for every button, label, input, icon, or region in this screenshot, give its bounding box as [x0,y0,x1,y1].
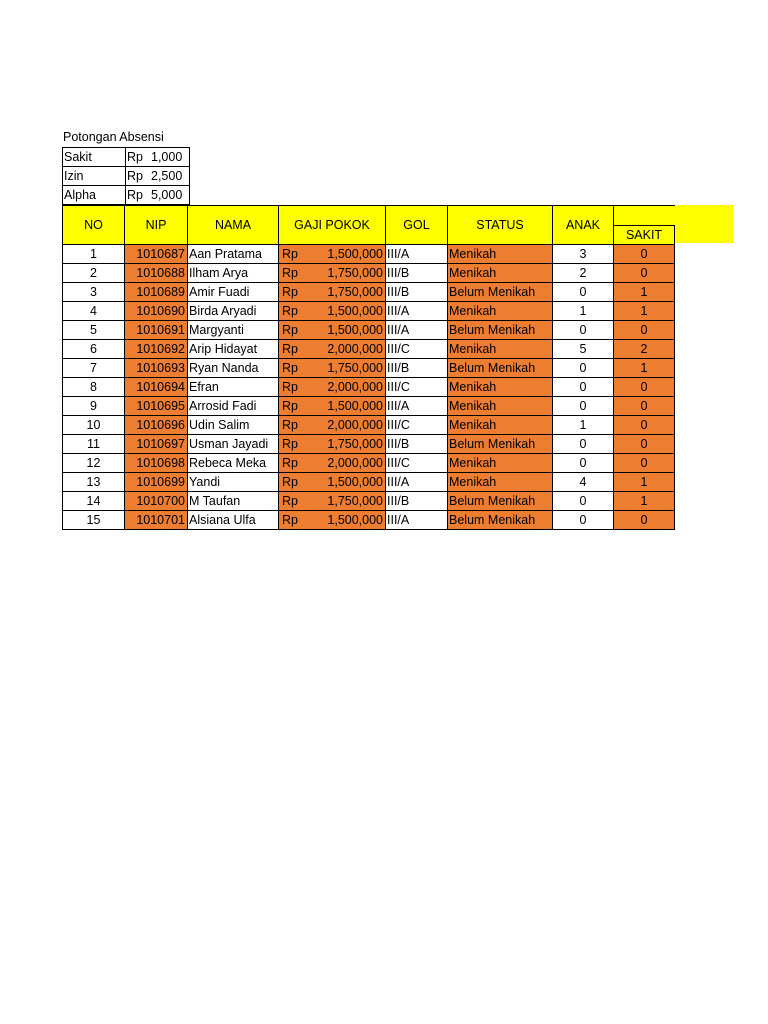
rate-value[interactable] [126,167,190,186]
cell-currency: Rp [282,285,298,299]
cell-nama[interactable]: Usman Jayadi [188,435,279,454]
cell-sakit[interactable]: 1 [614,492,675,511]
header-gol[interactable]: GOL [386,206,448,245]
cell-sakit[interactable]: 1 [614,302,675,321]
cell-gaji-pokok[interactable] [279,511,386,530]
cell-sakit[interactable]: 1 [614,473,675,492]
cell-nip[interactable]: 1010688 [125,264,188,283]
cell-amount: 1,750,000 [327,266,383,280]
cell-amount: 1,750,000 [327,494,383,508]
rate-amount: 5,000 [151,188,183,202]
cell-gaji-pokok[interactable] [279,397,386,416]
cell-status[interactable]: Menikah [448,340,553,359]
cell-anak[interactable]: 1 [553,416,614,435]
table-row [63,435,675,454]
cell-anak[interactable]: 4 [553,473,614,492]
cell-status[interactable]: Menikah [448,397,553,416]
cell-nip[interactable]: 1010701 [125,511,188,530]
cell-amount: 2,000,000 [327,342,383,356]
cell-status[interactable]: Menikah [448,454,553,473]
header-row [63,206,675,226]
cell-status[interactable]: Menikah [448,416,553,435]
header-no[interactable]: NO [63,206,125,245]
rate-amount: 1,000 [151,150,183,164]
cell-nip[interactable]: 1010696 [125,416,188,435]
cell-sakit[interactable]: 0 [614,511,675,530]
cell-sakit[interactable]: 0 [614,378,675,397]
cell-currency: Rp [282,399,298,413]
cell-amount: 1,500,000 [327,513,383,527]
cell-amount: 2,000,000 [327,456,383,470]
page-title: Potongan Absensi [63,130,164,144]
cell-nama[interactable]: Yandi [188,473,279,492]
cell-no[interactable]: 1 [63,245,125,264]
cell-amount: 1,500,000 [327,475,383,489]
cell-amount: 2,000,000 [327,418,383,432]
cell-amount: 1,500,000 [327,323,383,337]
cell-amount: 1,750,000 [327,285,383,299]
cell-anak[interactable]: 3 [553,245,614,264]
cell-currency: Rp [282,418,298,432]
header-gaji-pokok[interactable]: GAJI POKOK [279,206,386,245]
cell-status[interactable]: Menikah [448,302,553,321]
rate-currency: Rp [127,169,143,183]
cell-nama[interactable]: Arrosid Fadi [188,397,279,416]
cell-anak[interactable]: 0 [553,321,614,340]
table-row [63,454,675,473]
cell-anak[interactable]: 1 [553,302,614,321]
cell-nip[interactable]: 1010692 [125,340,188,359]
cell-anak[interactable]: 0 [553,454,614,473]
cell-gaji-pokok[interactable] [279,416,386,435]
cell-status[interactable]: Menikah [448,245,553,264]
absence-rates-table [62,147,190,205]
cell-currency: Rp [282,266,298,280]
cell-anak[interactable]: 0 [553,378,614,397]
cell-no[interactable]: 8 [63,378,125,397]
cell-gol[interactable]: III/C [386,454,448,473]
header-anak[interactable]: ANAK [553,206,614,245]
cell-amount: 1,500,000 [327,304,383,318]
cell-gol[interactable]: III/A [386,473,448,492]
cell-gaji-pokok[interactable] [279,492,386,511]
cell-gaji-pokok[interactable] [279,321,386,340]
cell-currency: Rp [282,323,298,337]
cell-nama[interactable]: Rebeca Meka [188,454,279,473]
cell-nip[interactable]: 1010693 [125,359,188,378]
cell-gaji-pokok[interactable] [279,264,386,283]
table-row [63,378,675,397]
cell-status[interactable]: Belum Menikah [448,435,553,454]
table-row [63,359,675,378]
header-nip[interactable]: NIP [125,206,188,245]
cell-gaji-pokok[interactable] [279,435,386,454]
rate-row [63,148,190,167]
cell-no[interactable]: 15 [63,511,125,530]
cell-nama[interactable]: Arip Hidayat [188,340,279,359]
cell-currency: Rp [282,494,298,508]
header-sakit-group [614,206,675,226]
cell-gaji-pokok[interactable] [279,378,386,397]
cell-gol[interactable]: III/B [386,492,448,511]
cell-anak[interactable]: 0 [553,359,614,378]
cell-currency: Rp [282,304,298,318]
cell-amount: 1,500,000 [327,247,383,261]
cell-amount: 2,000,000 [327,380,383,394]
rate-currency: Rp [127,188,143,202]
cell-nama[interactable]: Amir Fuadi [188,283,279,302]
cell-gaji-pokok[interactable] [279,245,386,264]
cell-nama[interactable]: Alsiana Ulfa [188,511,279,530]
cell-no[interactable]: 3 [63,283,125,302]
cell-gol[interactable]: III/C [386,340,448,359]
cell-no[interactable]: 13 [63,473,125,492]
table-row [63,492,675,511]
rate-row [63,167,190,186]
cell-nip[interactable]: 1010694 [125,378,188,397]
cell-currency: Rp [282,475,298,489]
cell-currency: Rp [282,513,298,527]
cell-no[interactable]: 9 [63,397,125,416]
cell-no[interactable]: 5 [63,321,125,340]
cell-nama[interactable]: Ilham Arya [188,264,279,283]
cell-sakit[interactable]: 0 [614,435,675,454]
rate-amount: 2,500 [151,169,183,183]
cell-no[interactable]: 2 [63,264,125,283]
cell-status[interactable]: Belum Menikah [448,283,553,302]
table-row [63,397,675,416]
cell-sakit[interactable]: 0 [614,416,675,435]
cell-nip[interactable]: 1010698 [125,454,188,473]
rate-label[interactable]: Izin [63,167,126,186]
rate-value[interactable] [126,148,190,167]
cell-nama[interactable]: Birda Aryadi [188,302,279,321]
cell-amount: 1,750,000 [327,437,383,451]
header-status[interactable]: STATUS [448,206,553,245]
cell-amount: 1,500,000 [327,399,383,413]
employee-table [62,205,675,530]
cell-currency: Rp [282,456,298,470]
cell-anak[interactable]: 0 [553,397,614,416]
cell-currency: Rp [282,380,298,394]
cell-gol[interactable]: III/A [386,245,448,264]
cell-status[interactable]: Menikah [448,264,553,283]
cell-status[interactable]: Belum Menikah [448,321,553,340]
cell-sakit[interactable]: 0 [614,321,675,340]
cell-no[interactable]: 10 [63,416,125,435]
cell-anak[interactable]: 2 [553,264,614,283]
table-row [63,473,675,492]
cell-anak[interactable]: 0 [553,435,614,454]
table-row [63,264,675,283]
cell-no[interactable]: 14 [63,492,125,511]
cell-gaji-pokok[interactable] [279,473,386,492]
cell-gaji-pokok[interactable] [279,454,386,473]
cell-amount: 1,750,000 [327,361,383,375]
cell-gol[interactable]: III/C [386,416,448,435]
cell-gol[interactable]: III/B [386,264,448,283]
cell-status[interactable]: Menikah [448,378,553,397]
cell-nip[interactable]: 1010699 [125,473,188,492]
cell-nip[interactable]: 1010689 [125,283,188,302]
cell-no[interactable]: 6 [63,340,125,359]
cell-sakit[interactable]: 0 [614,264,675,283]
header-sakit[interactable]: SAKIT [614,226,675,245]
cell-gol[interactable]: III/B [386,359,448,378]
cell-gol[interactable]: III/A [386,321,448,340]
cell-anak[interactable]: 5 [553,340,614,359]
cell-gol[interactable]: III/C [386,378,448,397]
cell-nama[interactable]: Margyanti [188,321,279,340]
cell-nip[interactable]: 1010690 [125,302,188,321]
cell-nama[interactable]: M Taufan [188,492,279,511]
table-row [63,245,675,264]
cell-status[interactable]: Menikah [448,473,553,492]
table-row [63,283,675,302]
cell-anak[interactable]: 0 [553,511,614,530]
cell-no[interactable]: 7 [63,359,125,378]
cell-nama[interactable]: Efran [188,378,279,397]
cell-nama[interactable]: Aan Pratama [188,245,279,264]
cell-gol[interactable]: III/A [386,302,448,321]
rate-value[interactable] [126,186,190,205]
cell-nip[interactable]: 1010687 [125,245,188,264]
table-row [63,416,675,435]
cell-sakit[interactable]: 2 [614,340,675,359]
header-nama[interactable]: NAMA [188,206,279,245]
cell-nip[interactable]: 1010695 [125,397,188,416]
cell-anak[interactable]: 0 [553,283,614,302]
cell-gaji-pokok[interactable] [279,340,386,359]
cell-gaji-pokok[interactable] [279,359,386,378]
cell-anak[interactable]: 0 [553,492,614,511]
cell-status[interactable]: Belum Menikah [448,511,553,530]
cell-currency: Rp [282,437,298,451]
cell-nama[interactable]: Ryan Nanda [188,359,279,378]
cell-currency: Rp [282,342,298,356]
cell-nama[interactable]: Udin Salim [188,416,279,435]
cell-nip[interactable]: 1010697 [125,435,188,454]
cell-no[interactable]: 11 [63,435,125,454]
table-row [63,321,675,340]
cell-status[interactable]: Belum Menikah [448,359,553,378]
table-row [63,511,675,530]
table-row [63,302,675,321]
cell-sakit[interactable]: 0 [614,397,675,416]
header-fill-extension [672,205,733,243]
cell-sakit[interactable]: 0 [614,454,675,473]
cell-currency: Rp [282,247,298,261]
cell-gaji-pokok[interactable] [279,283,386,302]
table-row [63,340,675,359]
cell-sakit[interactable]: 0 [614,245,675,264]
cell-gol[interactable]: III/B [386,283,448,302]
rate-label[interactable]: Sakit [63,148,126,167]
cell-status[interactable]: Belum Menikah [448,492,553,511]
cell-no[interactable]: 4 [63,302,125,321]
cell-sakit[interactable]: 1 [614,359,675,378]
cell-gaji-pokok[interactable] [279,302,386,321]
cell-gol[interactable]: III/B [386,435,448,454]
rate-currency: Rp [127,150,143,164]
cell-sakit[interactable]: 1 [614,283,675,302]
cell-nip[interactable]: 1010691 [125,321,188,340]
cell-nip[interactable]: 1010700 [125,492,188,511]
rate-row [63,186,190,205]
rate-label[interactable]: Alpha [63,186,126,205]
cell-gol[interactable]: III/A [386,397,448,416]
cell-currency: Rp [282,361,298,375]
cell-no[interactable]: 12 [63,454,125,473]
cell-gol[interactable]: III/A [386,511,448,530]
